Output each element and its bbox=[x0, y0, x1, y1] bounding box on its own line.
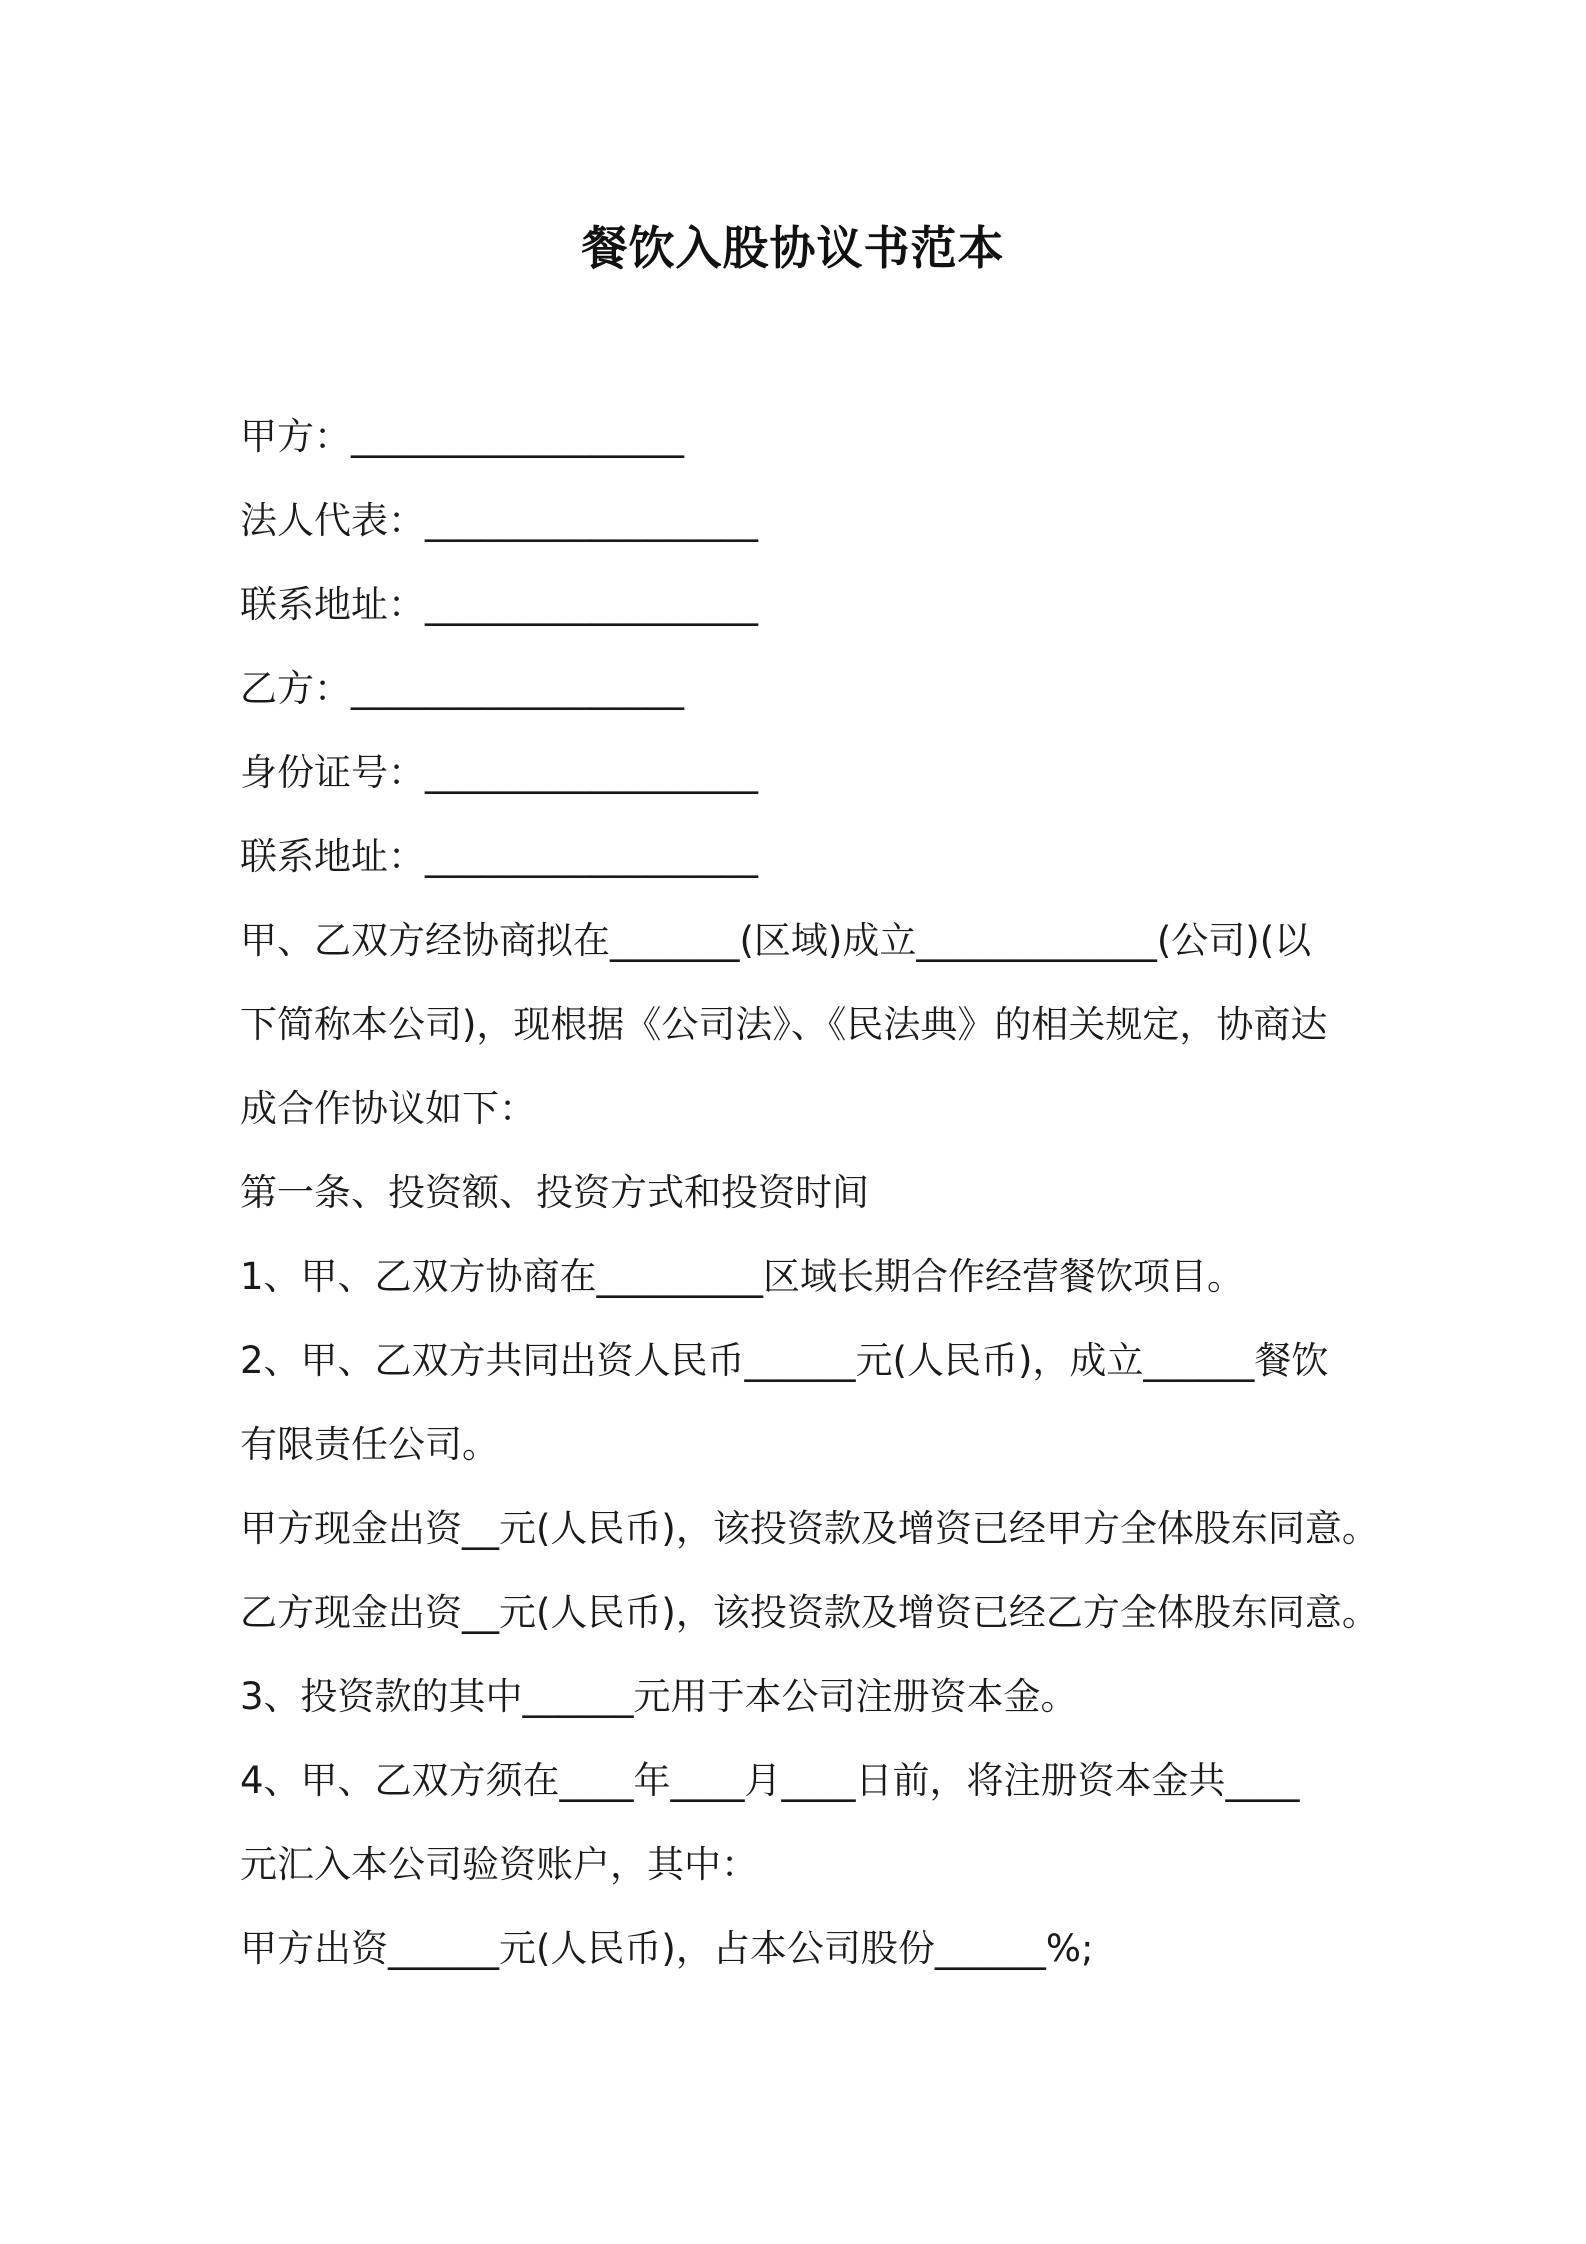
preamble-line-2: 下简称本公司)，现根据《公司法》、《民法典》的相关规定，协商达 bbox=[240, 1003, 1328, 1046]
clause-2-line-1: 2、甲、乙双方共同出资人民币______元(人民币)，成立______餐饮 bbox=[240, 1339, 1329, 1382]
article-1-heading: 第一条、投资额、投资方式和投资时间 bbox=[240, 1171, 869, 1214]
party-a-share-line: 甲方出资______元(人民币)，占本公司股份______%; bbox=[240, 1927, 1094, 1970]
legal-representative-line: 法人代表：__________________ bbox=[240, 499, 758, 542]
id-number-line: 身份证号：__________________ bbox=[240, 751, 758, 794]
clause-4-line-1: 4、甲、乙双方须在____年____月____日前，将注册资本金共____ bbox=[240, 1759, 1300, 1802]
clause-3: 3、投资款的其中______元用于本公司注册资本金。 bbox=[240, 1675, 1078, 1718]
preamble-line-3: 成合作协议如下： bbox=[240, 1087, 536, 1130]
party-b-address-line: 联系地址：__________________ bbox=[240, 835, 758, 878]
clause-1: 1、甲、乙双方协商在_________区域长期合作经营餐饮项目。 bbox=[240, 1255, 1245, 1298]
party-a-address-line: 联系地址：__________________ bbox=[240, 583, 758, 626]
clause-4-line-2: 元汇入本公司验资账户，其中： bbox=[240, 1843, 758, 1886]
party-a-line: 甲方：__________________ bbox=[240, 415, 684, 458]
party-b-line: 乙方：__________________ bbox=[240, 667, 684, 710]
preamble-line-1: 甲、乙双方经协商拟在_______(区域)成立_____________(公司)(以 bbox=[240, 919, 1312, 962]
clause-2-line-2: 有限责任公司。 bbox=[240, 1423, 499, 1466]
document-body bbox=[240, 395, 1380, 1991]
document-title: 餐饮入股协议书范本 bbox=[581, 221, 1005, 275]
party-a-cash-contribution: 甲方现金出资__元(人民币)，该投资款及增资已经甲方全体股东同意。 bbox=[240, 1507, 1379, 1550]
party-b-cash-contribution: 乙方现金出资__元(人民币)，该投资款及增资已经乙方全体股东同意。 bbox=[240, 1591, 1379, 1634]
